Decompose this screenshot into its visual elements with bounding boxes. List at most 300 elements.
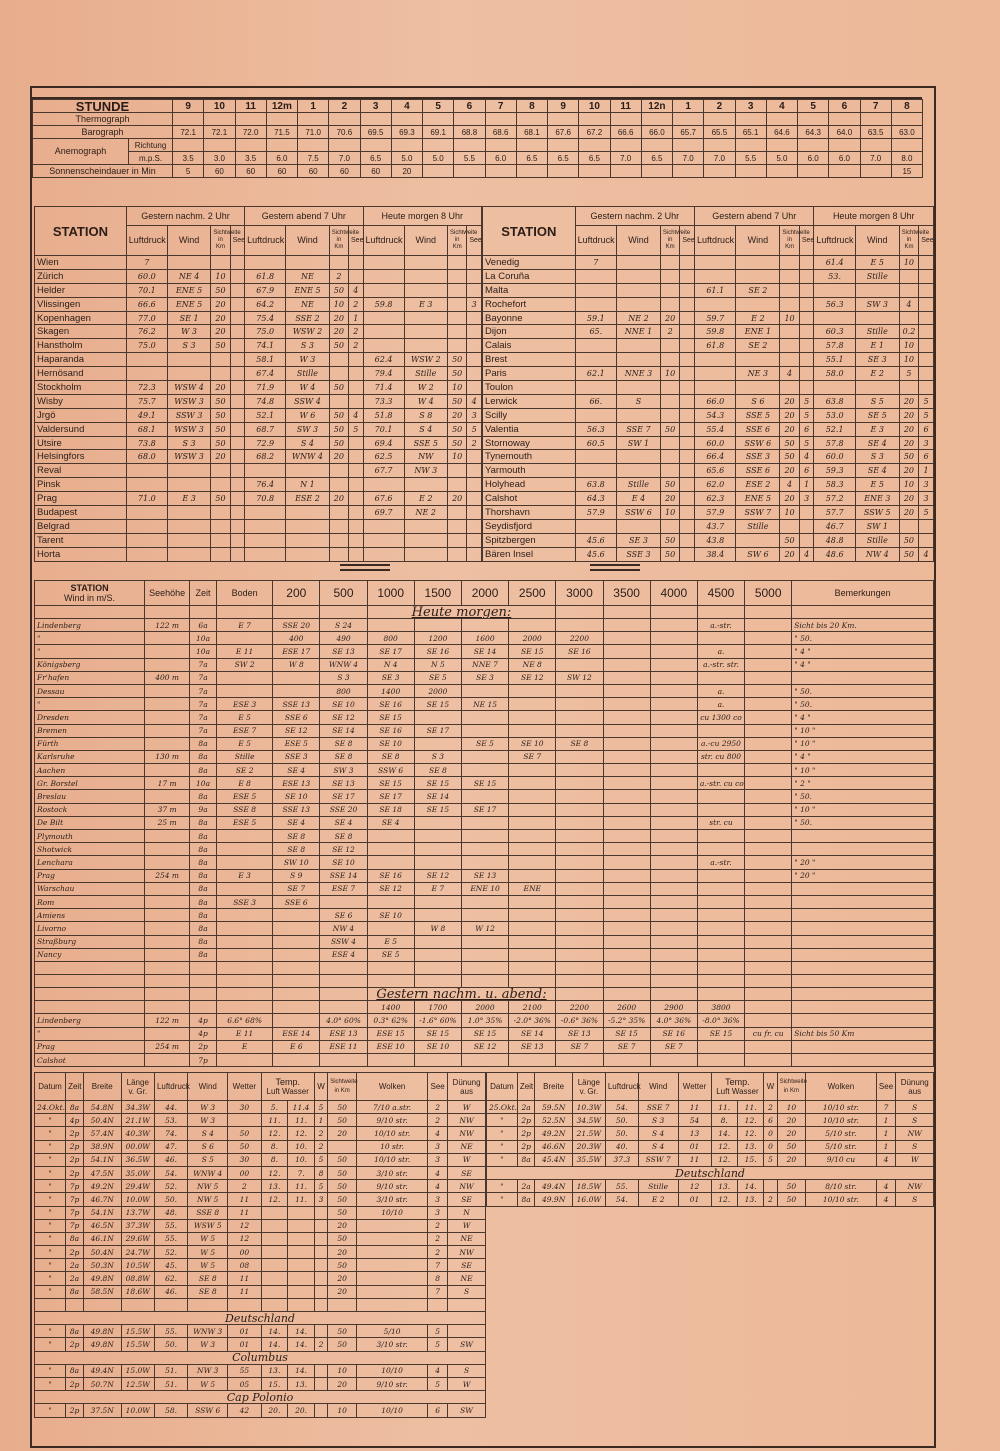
- level-header: 500: [320, 581, 367, 606]
- aufstiege-value: SE 16: [367, 698, 414, 711]
- station-name: Lerwick: [483, 394, 576, 408]
- schiff-value: W: [448, 1153, 486, 1166]
- station-value: [467, 381, 482, 395]
- station-row: [483, 339, 934, 353]
- schiff-value: 50: [777, 1193, 806, 1206]
- aufstiege-boden: [217, 843, 273, 856]
- aufstiege-boden: [217, 856, 273, 869]
- schiff-value: [328, 1140, 357, 1153]
- station-value: 50: [899, 450, 918, 464]
- station-value: [680, 436, 695, 450]
- thermograph-row-value: [735, 113, 766, 126]
- station-value: [448, 283, 467, 297]
- station-value: [660, 381, 679, 395]
- richtung-value: [391, 139, 422, 152]
- aufstiege-value: [745, 698, 792, 711]
- schiff-value: 3: [428, 1153, 448, 1166]
- barograph-row-value: 66.0: [641, 126, 672, 139]
- station-name: Stockholm: [35, 381, 127, 395]
- schiff-value: 14.: [261, 1325, 288, 1338]
- aufstiege-value: [650, 684, 697, 697]
- aufstiege-value: SE 15: [414, 803, 461, 816]
- aufstiege-value: SE 3: [461, 671, 508, 684]
- aufstiege-value: [509, 777, 556, 790]
- aufstiege-value: [650, 632, 697, 645]
- aufstiege-value: [556, 830, 603, 843]
- aufstiege-row: [35, 724, 934, 737]
- station-value: [899, 519, 918, 533]
- mps-value: 5.5: [454, 152, 485, 165]
- aufstiege-value: NE 15: [461, 698, 508, 711]
- aufstiege-value: [603, 764, 650, 777]
- schiff-value: SW: [448, 1404, 486, 1417]
- aufstiege-remark: [792, 830, 934, 843]
- station-value: 71.9: [245, 381, 286, 395]
- aufstiege-value: [697, 843, 744, 856]
- station-value: 20: [780, 492, 799, 506]
- schiff-value: SSW 6: [188, 1404, 228, 1417]
- station-value: [919, 381, 934, 395]
- barograph-row-value: 68.1: [516, 126, 547, 139]
- aufstiege-value: [697, 948, 744, 961]
- aufstiege-value: [367, 922, 414, 935]
- aufstiege-seehoehe: [145, 790, 190, 803]
- thermograph-row-value: [173, 113, 204, 126]
- schiff-row: [35, 1325, 486, 1338]
- aufstiege-value: [461, 790, 508, 803]
- aufstiege-seehoehe: [145, 658, 190, 671]
- schiff-col-header: Sichtweite in Km: [328, 1073, 357, 1101]
- schiff-value: 2: [764, 1101, 777, 1114]
- richtung-value: [173, 139, 204, 152]
- bemerkungen-header: Bemerkungen: [792, 581, 934, 606]
- mps-value: 6.0: [266, 152, 297, 165]
- aufstiege-value: SE 15: [367, 711, 414, 724]
- aufstiege-row: [35, 803, 934, 816]
- schiff-value: NW: [448, 1246, 486, 1259]
- aufstiege-boden: Stille: [217, 750, 273, 763]
- station-value: [363, 269, 404, 283]
- station-name: Stornoway: [483, 436, 576, 450]
- aufstiege-value: -8.0° 36%: [697, 1014, 744, 1027]
- schiff-col-header: Länge v. Gr.: [121, 1073, 154, 1101]
- sonnenschein-row-value: [454, 165, 485, 178]
- station-value: 20: [899, 408, 918, 422]
- aufstiege-boden: [217, 909, 273, 922]
- aufstiege-station-name: Warschau: [35, 882, 145, 895]
- station-value: 4: [899, 297, 918, 311]
- hour-cell: 3: [735, 100, 766, 113]
- schiff-value: 15.5W: [121, 1338, 154, 1351]
- aufstiege-value: S 3: [320, 671, 367, 684]
- station-value: [286, 547, 329, 561]
- aufstiege-value: [556, 764, 603, 777]
- schiff-row: [35, 1166, 486, 1179]
- aufstiege-value: [745, 684, 792, 697]
- schiff-value: 50.3N: [83, 1259, 121, 1272]
- schiff-value: ": [487, 1180, 518, 1193]
- schiff-row: [35, 1298, 486, 1311]
- station-row: [483, 422, 934, 436]
- station-value: [467, 506, 482, 520]
- aufstiege-value: SE 7: [603, 1040, 650, 1053]
- aufstiege-value: [461, 816, 508, 829]
- aufstiege-remark: " 4 ": [792, 645, 934, 658]
- station-value: Stille: [855, 269, 899, 283]
- registry-section: [32, 90, 922, 178]
- aufstiege-value: [697, 975, 744, 988]
- station-value: 4: [799, 547, 814, 561]
- station-value: ESE 2: [736, 478, 780, 492]
- schiff-header-row: [35, 1073, 486, 1101]
- aufstiege-remark: " 50.: [792, 632, 934, 645]
- station-value: 60.0: [814, 450, 855, 464]
- station-value: 62.1: [575, 367, 616, 381]
- station-value: NW: [404, 450, 447, 464]
- station-value: [680, 408, 695, 422]
- schiff-value: 14.: [288, 1338, 315, 1351]
- aufstiege-zeit: 4p: [190, 1027, 217, 1040]
- schiff-value: [357, 1219, 428, 1232]
- aufstiege-value: [367, 975, 414, 988]
- aufstiege-value: E 6: [273, 1040, 320, 1053]
- station-value: [363, 283, 404, 297]
- schiff-value: 49.2N: [535, 1127, 572, 1140]
- barograph-row-value: 72.1: [173, 126, 204, 139]
- aufstiege-row: [35, 948, 934, 961]
- schiff-row: [35, 1193, 486, 1206]
- station-value: [349, 436, 363, 450]
- aufstiege-seehoehe: [145, 724, 190, 737]
- aufstiege-value: [603, 975, 650, 988]
- aufstiege-value: SE 7: [650, 1040, 697, 1053]
- station-value: [230, 339, 245, 353]
- station-value: [814, 311, 855, 325]
- schiff-value: 01: [228, 1338, 261, 1351]
- station-value: [799, 533, 814, 547]
- schiff-value: 7p: [66, 1206, 84, 1219]
- schiff-value: 2p: [66, 1404, 84, 1417]
- schiff-value: [357, 1232, 428, 1245]
- aufstiege-value: [650, 975, 697, 988]
- aufstiege-boden: [217, 935, 273, 948]
- station-name: Horta: [35, 547, 127, 561]
- aufstiege-value: [273, 684, 320, 697]
- stations-header-row: [35, 207, 482, 226]
- aufstiege-value: SE 15: [414, 698, 461, 711]
- aufstiege-value: [461, 764, 508, 777]
- station-row: [483, 394, 934, 408]
- schiff-value: [35, 1298, 66, 1311]
- see-header: See: [799, 226, 814, 256]
- aufstiege-boden: E 7: [217, 619, 273, 632]
- schiff-value: 13.: [288, 1377, 315, 1390]
- station-name: La Coruña: [483, 269, 576, 283]
- aufstiege-value: [556, 684, 603, 697]
- schiff-value: 2a: [517, 1180, 535, 1193]
- aufstiege-value: [603, 895, 650, 908]
- station-value: 60.0: [126, 269, 167, 283]
- aufstiege-value: SE 5: [461, 737, 508, 750]
- sonnenschein-row-value: 60: [298, 165, 329, 178]
- aufstiege-value: [603, 856, 650, 869]
- aufstiege-value: [745, 803, 792, 816]
- station-value: [349, 547, 363, 561]
- aufstiege-value: [697, 1040, 744, 1053]
- aufstiege-value: SE 16: [650, 1027, 697, 1040]
- station-name: Holyhead: [483, 478, 576, 492]
- aufstiege-value: [697, 764, 744, 777]
- aufstiege-value: [603, 961, 650, 974]
- aufstiege-value: [509, 684, 556, 697]
- schiff-value: ": [35, 1193, 66, 1206]
- schiff-value: NW: [896, 1180, 934, 1193]
- station-value: [680, 519, 695, 533]
- station-value: WSW 3: [167, 394, 210, 408]
- station-value: [126, 506, 167, 520]
- schiff-row: [35, 1404, 486, 1417]
- station-value: 20: [899, 394, 918, 408]
- station-value: [467, 478, 482, 492]
- station-value: [126, 519, 167, 533]
- schiff-value: 21.5W: [572, 1127, 605, 1140]
- station-value: 76.4: [245, 478, 286, 492]
- schiff-value: 46.1N: [83, 1232, 121, 1245]
- aufstiege-row: [35, 777, 934, 790]
- aufstiege-boden: E 3: [217, 869, 273, 882]
- schiff-value: 46.: [154, 1153, 187, 1166]
- gestern-nachm-blank: [145, 988, 190, 1001]
- station-value: [780, 339, 799, 353]
- station-value: [230, 283, 245, 297]
- schiff-value: 9/10 str.: [357, 1114, 428, 1127]
- station-value: 50: [448, 422, 467, 436]
- schiff-value: 6: [428, 1404, 448, 1417]
- aufstiege-value: [509, 935, 556, 948]
- aufstiege-row: [35, 698, 934, 711]
- aufstiege-value: SE 13: [461, 869, 508, 882]
- aufstiege-value: [697, 671, 744, 684]
- schiff-value: 50: [328, 1325, 357, 1338]
- aufstiege-value: [556, 711, 603, 724]
- station-value: 45.6: [575, 533, 616, 547]
- barograph-row-value: 68.6: [485, 126, 516, 139]
- aufstiege-remark: Sicht bis 50 Km: [792, 1027, 934, 1040]
- station-row: [35, 450, 482, 464]
- thermograph-row-value: [360, 113, 391, 126]
- aufstiege-zeit: 8a: [190, 843, 217, 856]
- station-value: 73.8: [126, 436, 167, 450]
- aufstiege-seehoehe: [145, 935, 190, 948]
- anemograph-label: Anemograph: [33, 139, 129, 165]
- schiff-value: W 5: [188, 1377, 228, 1390]
- schiff-value: 10: [328, 1364, 357, 1377]
- aufstiege-row: [35, 895, 934, 908]
- schiff-value: 13: [678, 1127, 711, 1140]
- station-value: 60.0: [695, 436, 736, 450]
- station-value: Stille: [736, 519, 780, 533]
- station-value: 50: [211, 408, 230, 422]
- schiff-value: 49.9N: [535, 1193, 572, 1206]
- aufstiege-row: [35, 961, 934, 974]
- aufstiege-value: [745, 750, 792, 763]
- sonnenschein-row-value: [485, 165, 516, 178]
- sicht-header: Sichtweite in Km: [660, 226, 679, 256]
- station-value: [855, 283, 899, 297]
- period-header: Gestern nachm. 2 Uhr: [126, 207, 244, 226]
- aufstiege-remark: " 50.: [792, 698, 934, 711]
- aufstiege-remark: [792, 671, 934, 684]
- schiff-value: [261, 1206, 288, 1219]
- station-value: [575, 519, 616, 533]
- schiff-row: [35, 1246, 486, 1259]
- barograph-row-value: 67.6: [548, 126, 579, 139]
- station-value: ENE 5: [167, 283, 210, 297]
- aufstiege-seehoehe: 17 m: [145, 777, 190, 790]
- richtung-value: [829, 139, 860, 152]
- station-value: [448, 325, 467, 339]
- hour-cell: 11: [610, 100, 641, 113]
- station-name: Tynemouth: [483, 450, 576, 464]
- station-value: 61.8: [245, 269, 286, 283]
- station-value: 5: [919, 394, 934, 408]
- schiff-value: W 5: [188, 1246, 228, 1259]
- schiff-value: S: [896, 1101, 934, 1114]
- station-value: 73.3: [363, 394, 404, 408]
- aufstiege-value: [273, 671, 320, 684]
- aufstiege-boden: E: [217, 1040, 273, 1053]
- schiff-value: 11.: [288, 1114, 315, 1127]
- station-value: 2: [467, 436, 482, 450]
- schiff-value: 50: [777, 1140, 806, 1153]
- aufstiege-remark: " 4 ": [792, 711, 934, 724]
- schiff-value: W: [448, 1219, 486, 1232]
- station-name: Hanstholm: [35, 339, 127, 353]
- aufstiege-seehoehe: [145, 975, 190, 988]
- aufstiege-boden: [217, 684, 273, 697]
- schiff-value: 10.3W: [572, 1101, 605, 1114]
- schiff-value: 20: [328, 1219, 357, 1232]
- station-value: [286, 464, 329, 478]
- aufstiege-value: SE 13: [509, 1040, 556, 1053]
- station-value: 43.8: [695, 533, 736, 547]
- station-value: [329, 367, 348, 381]
- station-value: 67.9: [245, 283, 286, 297]
- station-value: [448, 464, 467, 478]
- aufstiege-value: [650, 869, 697, 882]
- station-value: 20: [329, 325, 348, 339]
- aufstiege-value: SE 5: [414, 671, 461, 684]
- station-value: [230, 269, 245, 283]
- boden-header: Boden: [217, 581, 273, 606]
- station-value: S 5: [855, 394, 899, 408]
- hour-cell: 10: [204, 100, 235, 113]
- aufstiege-value: [603, 777, 650, 790]
- schiff-value: NW 5: [188, 1180, 228, 1193]
- station-value: Stille: [404, 367, 447, 381]
- schiff-value: 8a: [66, 1232, 84, 1245]
- station-value: [575, 297, 616, 311]
- richtung-label: Richtung: [129, 139, 173, 152]
- aufstiege-value: SE 17: [320, 790, 367, 803]
- schiff-value: 08.8W: [121, 1272, 154, 1285]
- hour-cell: 11: [235, 100, 266, 113]
- schiff-row: [35, 1219, 486, 1232]
- wind-header: Wind: [167, 226, 210, 256]
- aufstiege-seehoehe: [145, 1001, 190, 1014]
- station-value: 57.7: [814, 506, 855, 520]
- sonnenschein-row-label: Sonnenscheindauer in Min: [33, 165, 173, 178]
- sonnenschein-row-value: [516, 165, 547, 178]
- schiff-value: 2p: [66, 1377, 84, 1390]
- aufstiege-zeit: 8a: [190, 948, 217, 961]
- aufstiege-seehoehe: 25 m: [145, 816, 190, 829]
- station-value: 5: [349, 422, 363, 436]
- schiff-value: [314, 1404, 327, 1417]
- aufstiege-value: SE 13: [320, 777, 367, 790]
- station-value: 46.7: [814, 519, 855, 533]
- schiff-value: S 4: [188, 1127, 228, 1140]
- schiff-value: 2p: [66, 1338, 84, 1351]
- station-value: [660, 519, 679, 533]
- aufstiege-value: [745, 724, 792, 737]
- luftdruck-header: Luftdruck: [814, 226, 855, 256]
- station-value: S 8: [404, 408, 447, 422]
- station-value: SE 2: [736, 283, 780, 297]
- aufstiege-value: [650, 922, 697, 935]
- station-value: [736, 297, 780, 311]
- temp-label: Temp.: [725, 1076, 750, 1087]
- schiff-value: 11: [228, 1285, 261, 1298]
- station-value: [680, 450, 695, 464]
- aufstiege-remark: " 2 ": [792, 777, 934, 790]
- aufstiege-seehoehe: [145, 895, 190, 908]
- thermograph-row-value: [579, 113, 610, 126]
- schiff-value: 15.: [261, 1377, 288, 1390]
- station-value: [680, 256, 695, 270]
- richtung-value: [360, 139, 391, 152]
- aufstiege-value: cu 1300 co: [697, 711, 744, 724]
- schiff-value: 2p: [66, 1246, 84, 1259]
- aufstiege-remark: " 10 ": [792, 724, 934, 737]
- aufstiege-value: SE 7: [273, 882, 320, 895]
- aufstiege-value: [650, 724, 697, 737]
- aufstiege-value: [414, 856, 461, 869]
- schiff-value: NW: [448, 1180, 486, 1193]
- hour-cell: 3: [360, 100, 391, 113]
- station-value: 20: [448, 492, 467, 506]
- station-value: [680, 297, 695, 311]
- aufstiege-value: [650, 856, 697, 869]
- schiff-value: 2p: [66, 1140, 84, 1153]
- schiff-value: NE: [448, 1272, 486, 1285]
- mps-value: 7.5: [298, 152, 329, 165]
- schiff-value: 10/10: [357, 1364, 428, 1377]
- station-value: SE 4: [855, 464, 899, 478]
- aufstiege-value: [603, 698, 650, 711]
- aufstiege-remark: " 10 ": [792, 764, 934, 777]
- station-name: Wisby: [35, 394, 127, 408]
- schiff-value: 52.5N: [535, 1114, 572, 1127]
- aufstiege-zeit: 10a: [190, 777, 217, 790]
- aufstiege-value: [745, 948, 792, 961]
- schiff-value: [261, 1285, 288, 1298]
- station-value: 50: [329, 422, 348, 436]
- aufstiege-value: WNW 4: [320, 658, 367, 671]
- aufstiege-value: ESE 7: [320, 882, 367, 895]
- station-row: [35, 269, 482, 283]
- registry-title: [32, 90, 922, 99]
